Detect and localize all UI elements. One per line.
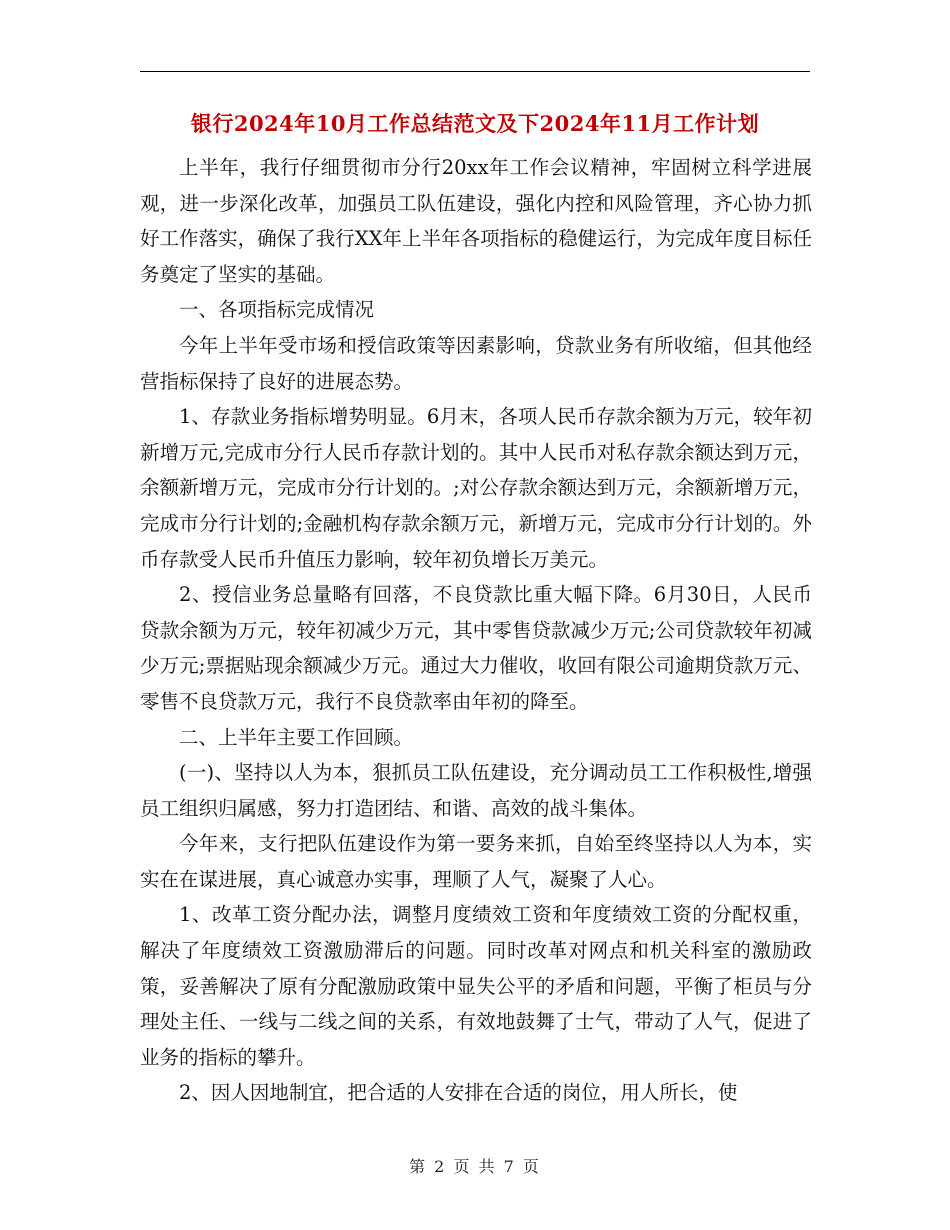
document-title: 银行2024年10月工作总结范文及下2024年11月工作计划	[190, 111, 760, 136]
paragraph-staffing: 2、因人因地制宜，把合适的人安排在合适的岗位，用人所长，使	[179, 1081, 738, 1105]
heading-indicators: 一、各项指标完成情况	[179, 298, 375, 322]
paragraph-team-building: 今年来，支行把队伍建设作为第一要务来抓，自始至终坚持以人为本，实实在在谋进展，真心诚意办实事，理顺了人气，凝聚了人心。	[140, 832, 812, 891]
paragraph-people-first: (一)、坚持以人为本，狠抓员工队伍建设，充分调动员工工作积极性,增强员工组织归属感，努力打造团结、和谐、高效的战斗集体。	[140, 761, 812, 820]
paragraph-intro: 上半年，我行仔细贯彻市分行20xx年工作会议精神，牢固树立科学进展观，进一步深化改革，加强员工队伍建设，强化内控和风险管理，齐心协力抓好工作落实，确保了我行XX年上半年各项指标的稳健运行，为完成年度目标任务奠定了坚实的基础。	[140, 156, 812, 286]
page-number: 第 2 页 共 7 页	[409, 1157, 541, 1176]
header-rule	[140, 71, 810, 72]
heading-review: 二、上半年主要工作回顾。	[179, 725, 414, 749]
paragraph-deposits: 1、存款业务指标增势明显。6月末，各项人民币存款余额为万元，较年初新增万元,完成市分行人民币存款计划的。其中人民币对私存款余额达到万元，余额新增万元，完成市分行计划的。;对公存款余额达到万元，余额新增万元，完成市分行计划的;金融机构存款余额万元，新增万元，完成市分行计划的。外币存款受人民币升值压力影响，较年初负增长万美元。	[140, 405, 812, 571]
paragraph-overview: 今年上半年受市场和授信政策等因素影响，贷款业务有所收缩，但其他经营指标保持了良好的进展态势。	[140, 333, 812, 393]
paragraph-salary-reform: 1、改革工资分配办法，调整月度绩效工资和年度绩效工资的分配权重，解决了年度绩效工资激励滞后的问题。同时改革对网点和机关科室的激励政策，妥善解决了原有分配激励政策中显失公平的矛盾和问题，平衡了柜员与分理处主任、一线与二线之间的关系，有效地鼓舞了士气，带动了人气，促进了业务的指标的攀升。	[140, 903, 812, 1069]
document-body	[140, 150, 812, 1111]
paragraph-credit: 2、授信业务总量略有回落，不良贷款比重大幅下降。6月30日，人民币贷款余额为万元，较年初减少万元，其中零售贷款减少万元;公司贷款较年初减少万元;票据贴现余额减少万元。通过大力催收，收回有限公司逾期贷款万元、零售不良贷款万元，我行不良贷款率由年初的降至。	[140, 583, 812, 713]
